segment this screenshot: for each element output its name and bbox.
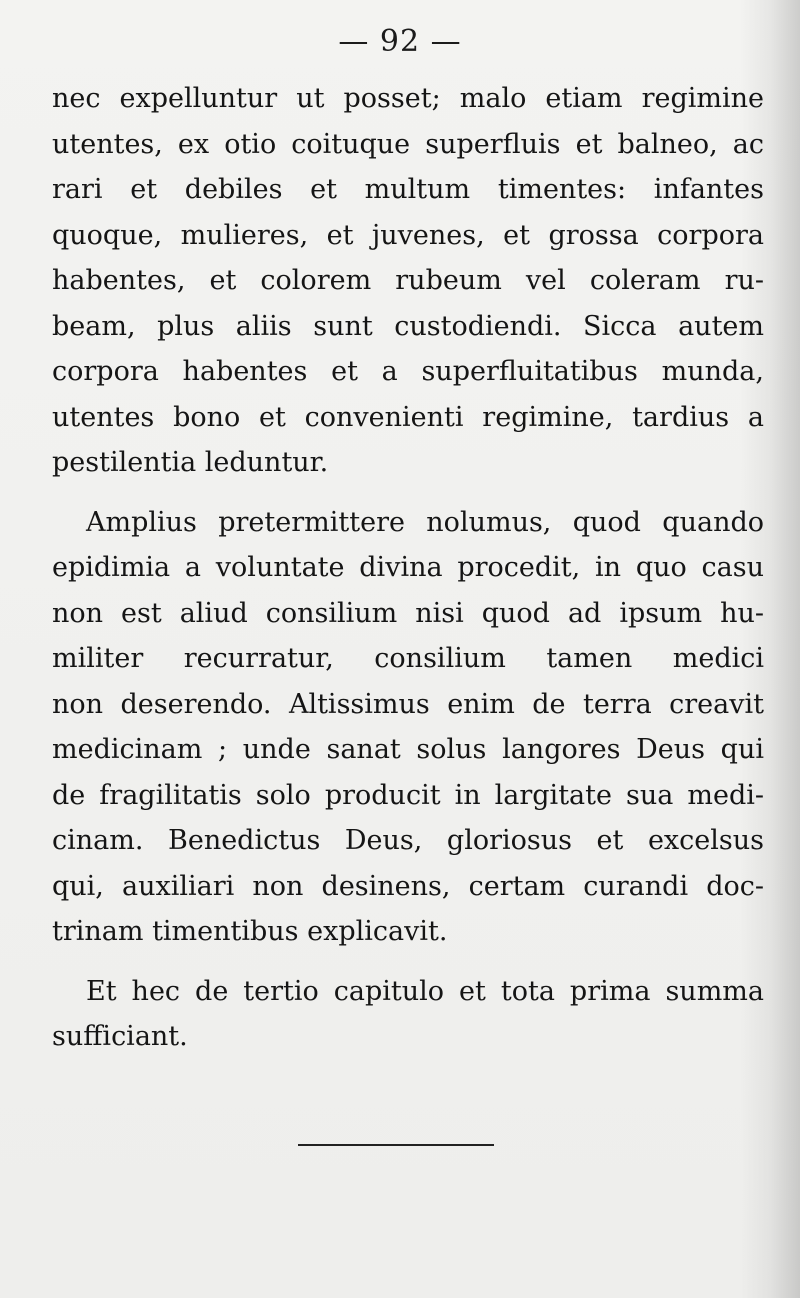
paragraph-gap	[52, 486, 764, 500]
text-line: Et hec de tertio capitulo et tota prima summa	[86, 975, 764, 1007]
text-line: Amplius pretermittere nolumus, quod quando	[86, 506, 764, 538]
section-end-rule	[298, 1144, 494, 1146]
text-line: quoque, mulieres, et juvenes, et grossa corpora	[52, 219, 764, 251]
text-line: habentes, et colorem rubeum vel coleram ru-	[52, 265, 764, 296]
text-line: pestilentia leduntur.	[52, 447, 329, 478]
paragraph-gap	[52, 955, 764, 969]
text-line: epidimia a voluntate divina procedit, in quo casu	[52, 552, 764, 583]
text-line: cinam. Benedictus Deus, gloriosus et excelsus	[52, 825, 764, 856]
text-line: utentes, ex otio coituque superfluis et balneo, ac	[52, 128, 764, 160]
body-text	[52, 76, 764, 1060]
text-line: rari et debiles et multum timentes: infantes	[52, 174, 764, 205]
text-line: de fragilitatis solo producit in largitate sua medi-	[52, 779, 764, 811]
text-line: nec expelluntur ut posset; malo etiam regimine	[52, 83, 764, 114]
text-line: non deserendo. Altissimus enim de terra creavit	[52, 688, 764, 720]
text-line: utentes bono et convenienti regimine, tardius a	[52, 401, 764, 433]
text-line: corpora habentes et a superfluitatibus munda,	[52, 356, 764, 387]
paragraph-1	[52, 76, 764, 486]
text-line: qui, auxiliari non desinens, certam curandi doc-	[52, 870, 764, 902]
text-line: beam, plus aliis sunt custodiendi. Sicca autem	[52, 310, 764, 342]
text-line: sufficiant.	[52, 1021, 188, 1052]
text-line: non est aliud consilium nisi quod ad ipsum hu-	[52, 597, 764, 629]
paragraph-2	[52, 500, 764, 955]
text-line: medicinam ; unde sanat solus langores Deus qui	[52, 734, 764, 765]
text-line: trinam timentibus explicavit.	[52, 916, 448, 947]
page-number: — 92 —	[338, 24, 462, 59]
text-line: militer recurratur, consilium tamen medici	[52, 643, 764, 674]
paragraph-3	[52, 969, 764, 1060]
